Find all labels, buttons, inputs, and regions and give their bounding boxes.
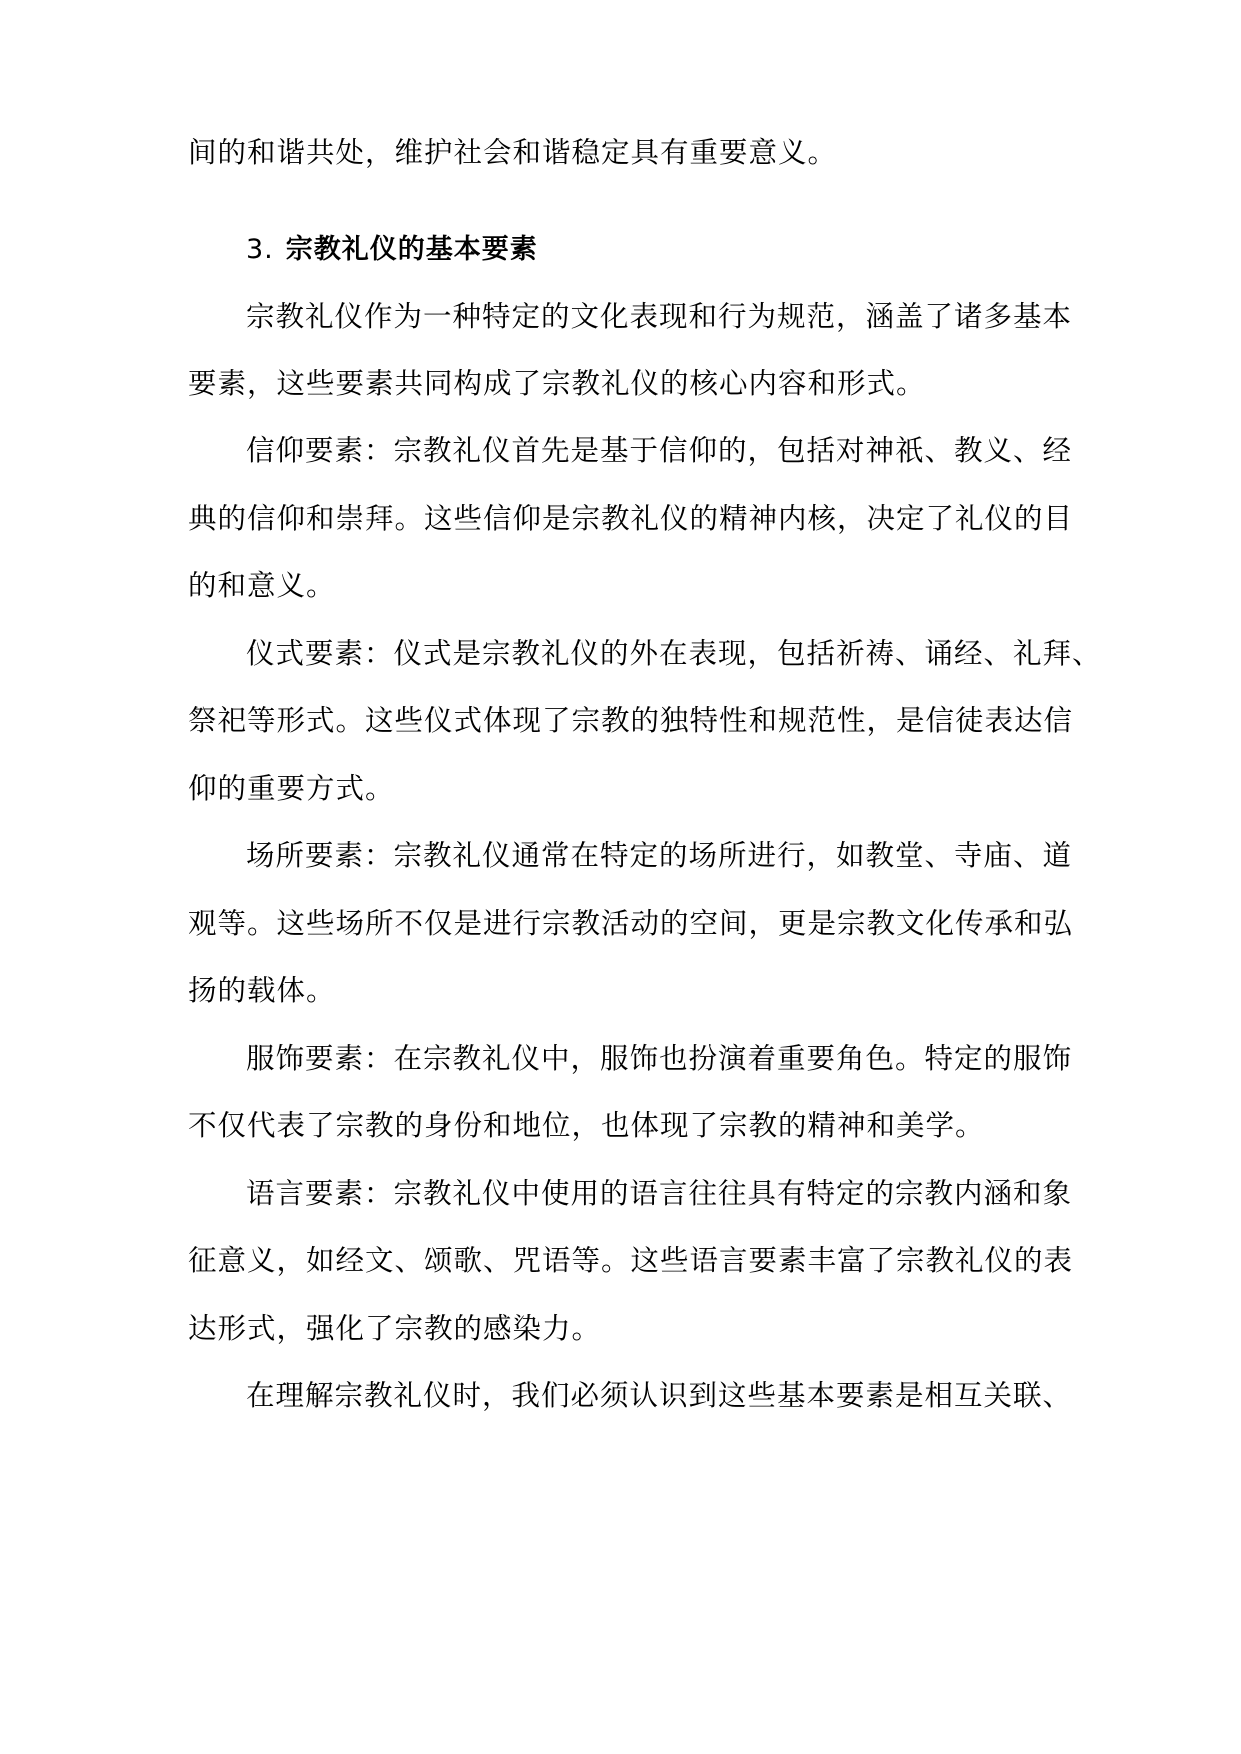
paragraph-line: 仪式要素：仪式是宗教礼仪的外在表现，包括祈祷、诵经、礼拜、 xyxy=(246,637,1102,670)
paragraph-line: 祭祀等形式。这些仪式体现了宗教的独特性和规范性，是信徒表达信 xyxy=(188,704,1074,737)
paragraph-line: 语言要素：宗教礼仪中使用的语言往往具有特定的宗教内涵和象 xyxy=(246,1177,1073,1210)
paragraph-line: 扬的载体。 xyxy=(188,974,336,1007)
paragraph-line: 典的信仰和崇拜。这些信仰是宗教礼仪的精神内核，决定了礼仪的目 xyxy=(188,502,1074,535)
section-heading xyxy=(246,230,538,270)
paragraph-line: 征意义，如经文、颂歌、咒语等。这些语言要素丰富了宗教礼仪的表 xyxy=(188,1244,1074,1277)
paragraph-line: 服饰要素：在宗教礼仪中，服饰也扮演着重要角色。特定的服饰 xyxy=(246,1042,1073,1075)
paragraph-line: 信仰要素：宗教礼仪首先是基于信仰的，包括对神祇、教义、经 xyxy=(246,434,1073,467)
paragraph-line: 要素，这些要素共同构成了宗教礼仪的核心内容和形式。 xyxy=(188,367,926,400)
paragraph-line: 的和意义。 xyxy=(188,569,336,602)
paragraph-line: 仰的重要方式。 xyxy=(188,772,395,805)
paragraph-line: 观等。这些场所不仅是进行宗教活动的空间，更是宗教文化传承和弘 xyxy=(188,907,1074,940)
paragraph-line: 在理解宗教礼仪时，我们必须认识到这些基本要素是相互关联、 xyxy=(246,1379,1073,1412)
paragraph-line: 不仅代表了宗教的身份和地位，也体现了宗教的精神和美学。 xyxy=(188,1109,985,1142)
paragraph-line: 间的和谐共处，维护社会和谐稳定具有重要意义。 xyxy=(188,136,838,169)
paragraph-line: 达形式，强化了宗教的感染力。 xyxy=(188,1312,602,1345)
paragraph-line: 场所要素：宗教礼仪通常在特定的场所进行，如教堂、寺庙、道 xyxy=(246,839,1073,872)
paragraph-line: 宗教礼仪作为一种特定的文化表现和行为规范，涵盖了诸多基本 xyxy=(246,300,1073,333)
section-title: 宗教礼仪的基本要素 xyxy=(285,234,538,265)
section-number: 3. xyxy=(246,234,274,265)
